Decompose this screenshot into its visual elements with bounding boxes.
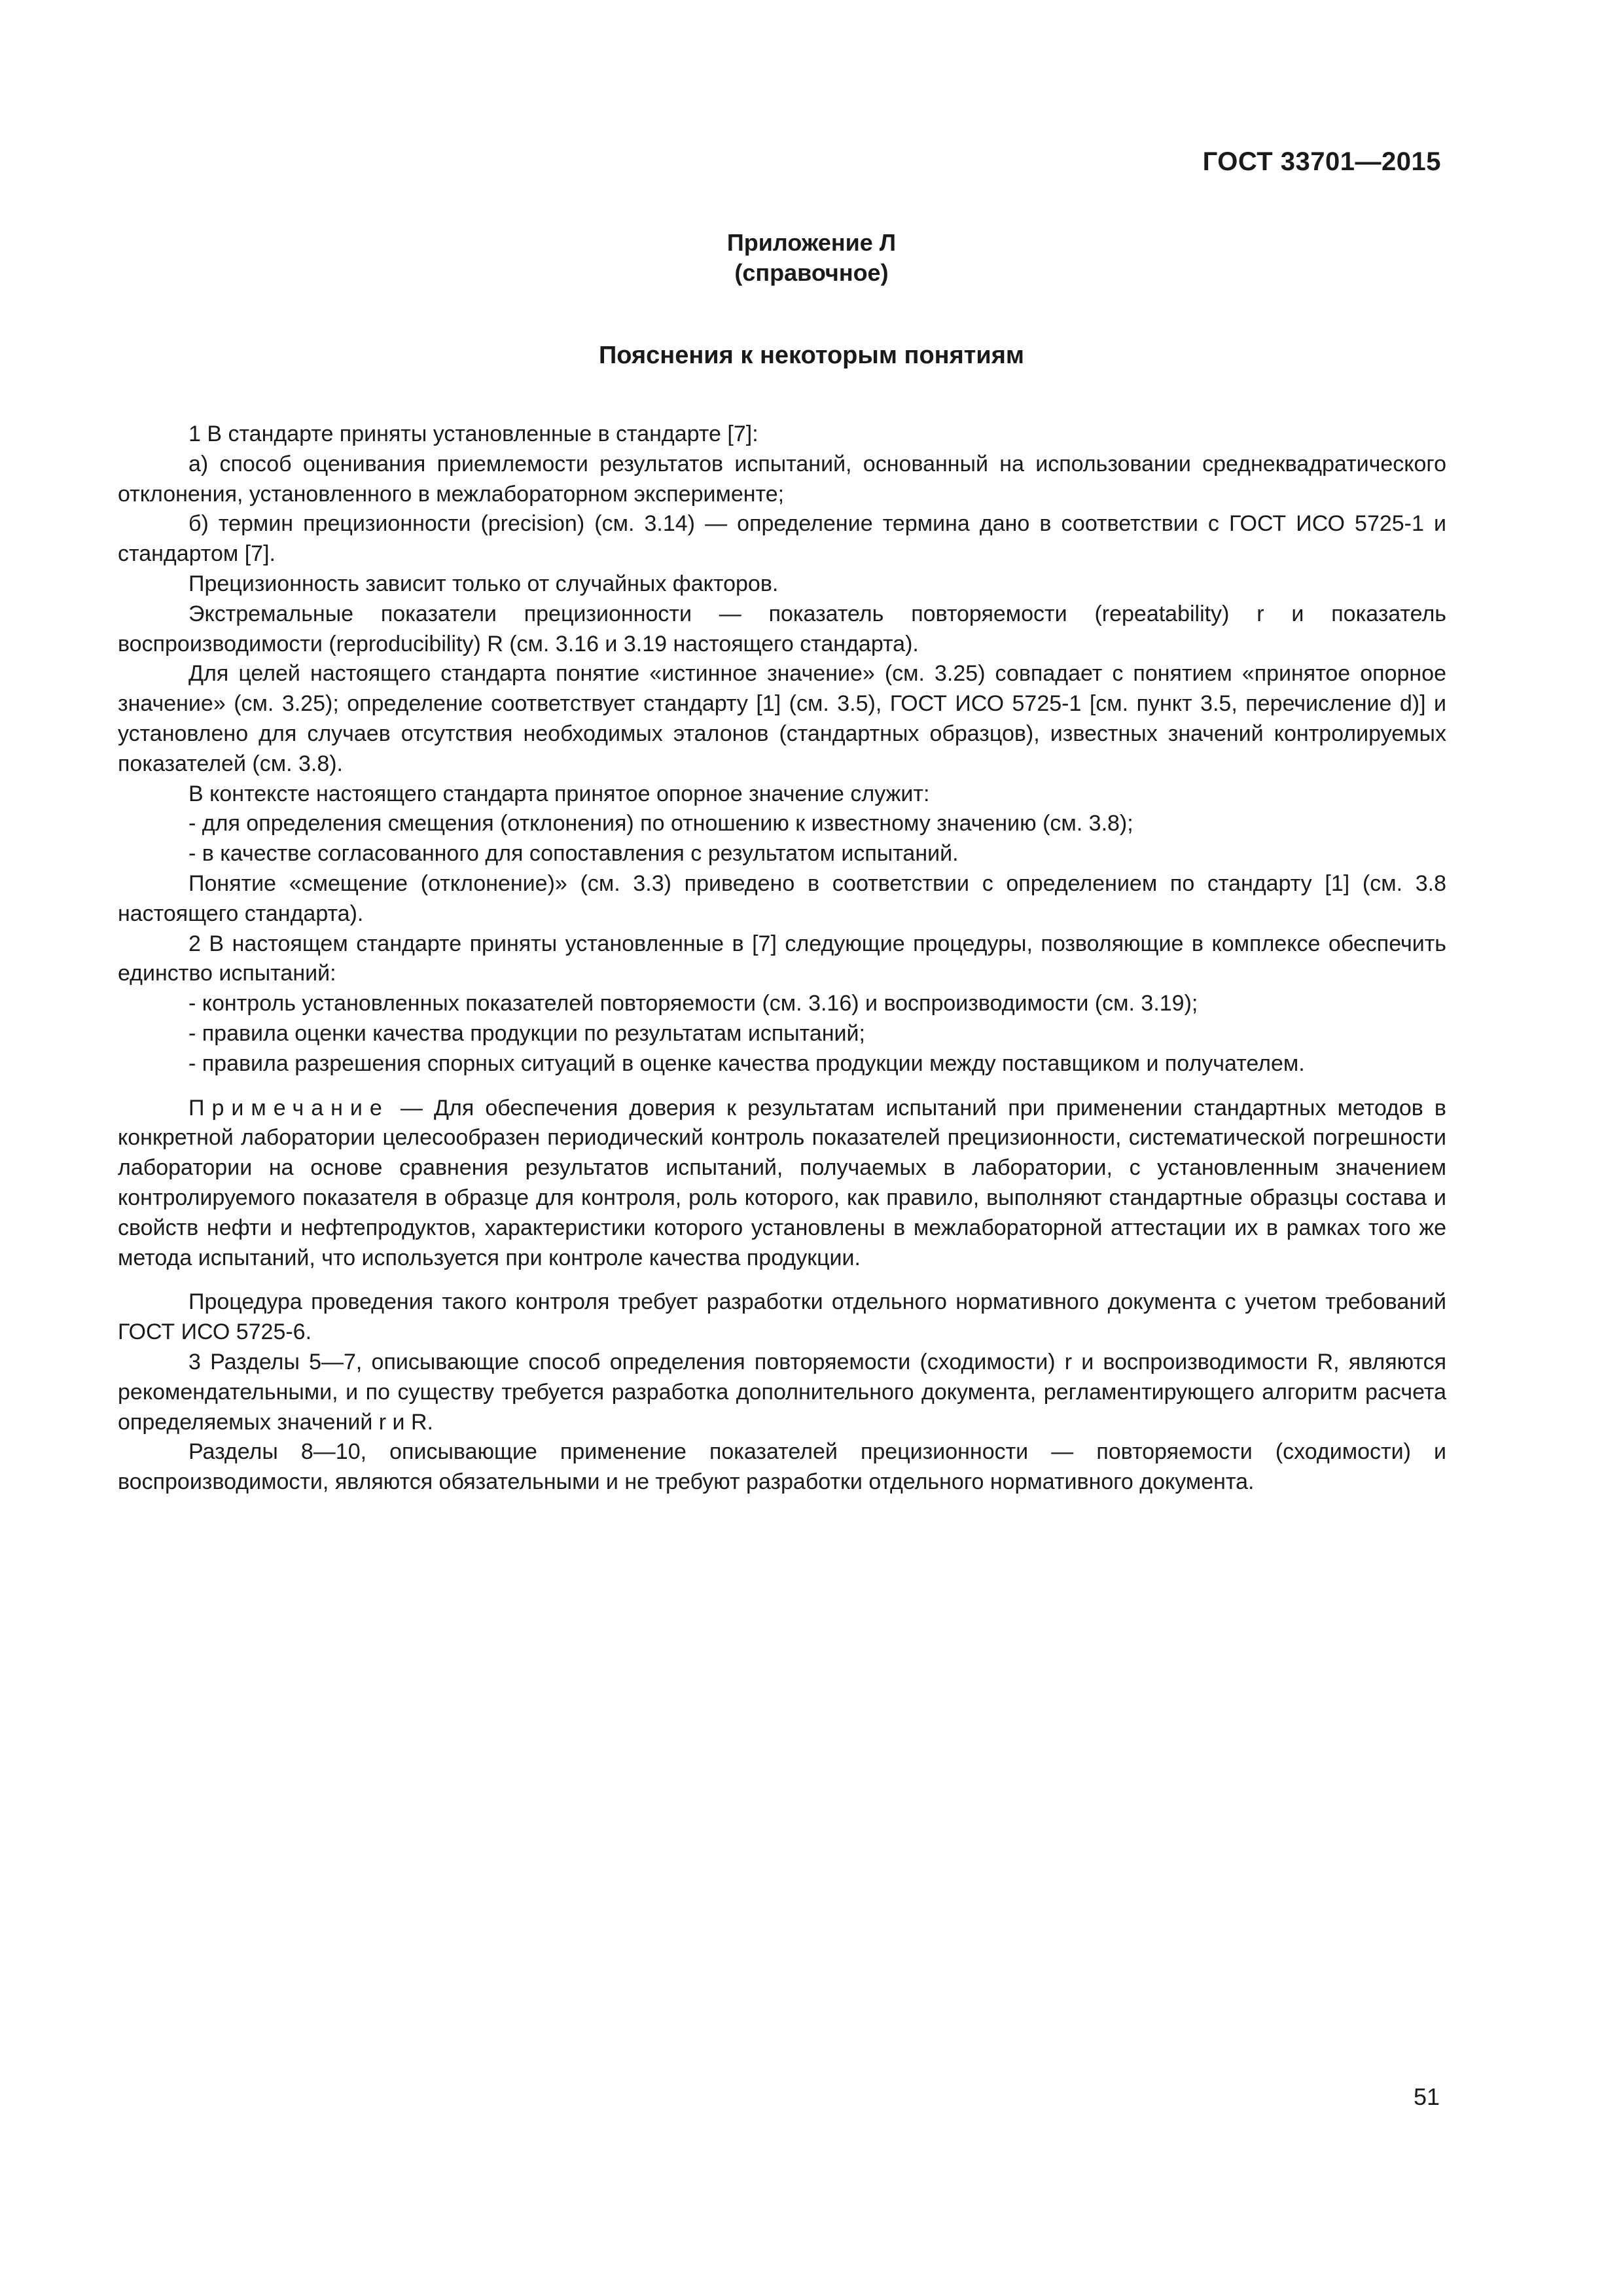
list-item: - контроль установленных показателей повторяемости (см. 3.16) и воспроизводимости (см. 3.19); [188, 991, 1198, 1016]
paragraph: б) термин прецизионности (precision) (см. 3.14) — определение термина дано в соответствии с ГОСТ ИСО 5725-1 и стандартом [7]. [118, 511, 1446, 567]
paragraph: Процедура проведения такого контроля требует разработки отдельного нормативного документа с учетом требований ГОСТ ИСО 5725-6. [118, 1289, 1446, 1345]
paragraph: Для целей настоящего стандарта понятие «истинное значение» (см. 3.25) совпадает с понятием «принятое опорное значение» (см. 3.25); определение соответствует стандарту [1] (см. 3.5), ГОСТ ИСО 5725-1 [см. пункт 3.5, перечисление d)] и установлено для случаев отсутствия необходимых эталонов (стандартных образцов), известных значений контролируемых показателей (см. 3.8). [118, 661, 1446, 776]
paragraph: Прецизионность зависит только от случайных факторов. [188, 571, 779, 596]
note-paragraph [118, 1094, 1446, 1274]
body-text [118, 420, 1446, 1498]
list-item: - в качестве согласованного для сопоставления с результатом испытаний. [188, 841, 959, 867]
note-label: Примечание [188, 1095, 389, 1121]
annex-title: Приложение Л [726, 229, 897, 256]
paragraph: а) способ оценивания приемлемости результатов испытаний, основанный на использовании среднеквадратического отклонения, установленного в межлабораторном эксперименте; [118, 451, 1446, 507]
paragraph: 1 В стандарте приняты установленные в стандарте [7]: [188, 422, 758, 446]
paragraph: 2 В настоящем стандарте приняты установленные в [7] следующие процедуры, позволяющие в комплексе обеспечить единство испытаний: [118, 931, 1446, 986]
paragraph: 3 Разделы 5—7, описывающие способ определения повторяемости (сходимости) r и воспроизводимости R, являются рекомендательными, и по существу требуется разработка дополнительного документа, регламентирующего алгоритм расчета определяемых значений r и R. [118, 1349, 1446, 1435]
note-text: — Для обеспечения доверия к результатам испытаний при применении стандартных методов в конкретной лаборатории целесообразен периодический контроль показателей прецизионности, систематической погрешности лаборатории на основе сравнения результатов испытаний, получаемых в лаборатории, с установленным значением контролируемого показателя в образце для контроля, роль которого, как правило, выполняют стандартные образцы состава и свойств нефти и нефтепродуктов, характеристики которого установлены в межлабораторной аттестации их в рамках того же метода испытаний, что используется при контроле качества продукции. [118, 1095, 1446, 1270]
paragraph: В контексте настоящего стандарта принятое опорное значение служит: [188, 781, 930, 806]
paragraph: Понятие «смещение (отклонение)» (см. 3.3) приведено в соответствии с определением по стандарту [1] (см. 3.8 настоящего стандарта). [118, 870, 1446, 926]
list-item: - правила оценки качества продукции по результатам испытаний; [188, 1020, 865, 1046]
list-item: - для определения смещения (отклонения) по отношению к известному значению (см. 3.8); [188, 811, 1133, 836]
annex-subtitle: (справочное) [734, 259, 889, 286]
annex-heading [0, 228, 1623, 288]
standard-number: ГОСТ 33701—2015 [1202, 147, 1441, 176]
paragraph: Разделы 8—10, описывающие применение показателей прецизионности — повторяемости (сходимости) и воспроизводимости, являются обязательными и не требуют разработки отдельного нормативного документа. [118, 1439, 1446, 1495]
page-number: 51 [1413, 2083, 1440, 2110]
list-item: - правила разрешения спорных ситуаций в оценке качества продукции между поставщиком и получателем. [188, 1050, 1305, 1076]
paragraph: Экстремальные показатели прецизионности — показатель повторяемости (repeatability) r и показатель воспроизводимости (reproducibility) R (см. 3.16 и 3.19 настоящего стандарта). [118, 601, 1446, 656]
section-title: Пояснения к некоторым понятиям [598, 342, 1025, 369]
